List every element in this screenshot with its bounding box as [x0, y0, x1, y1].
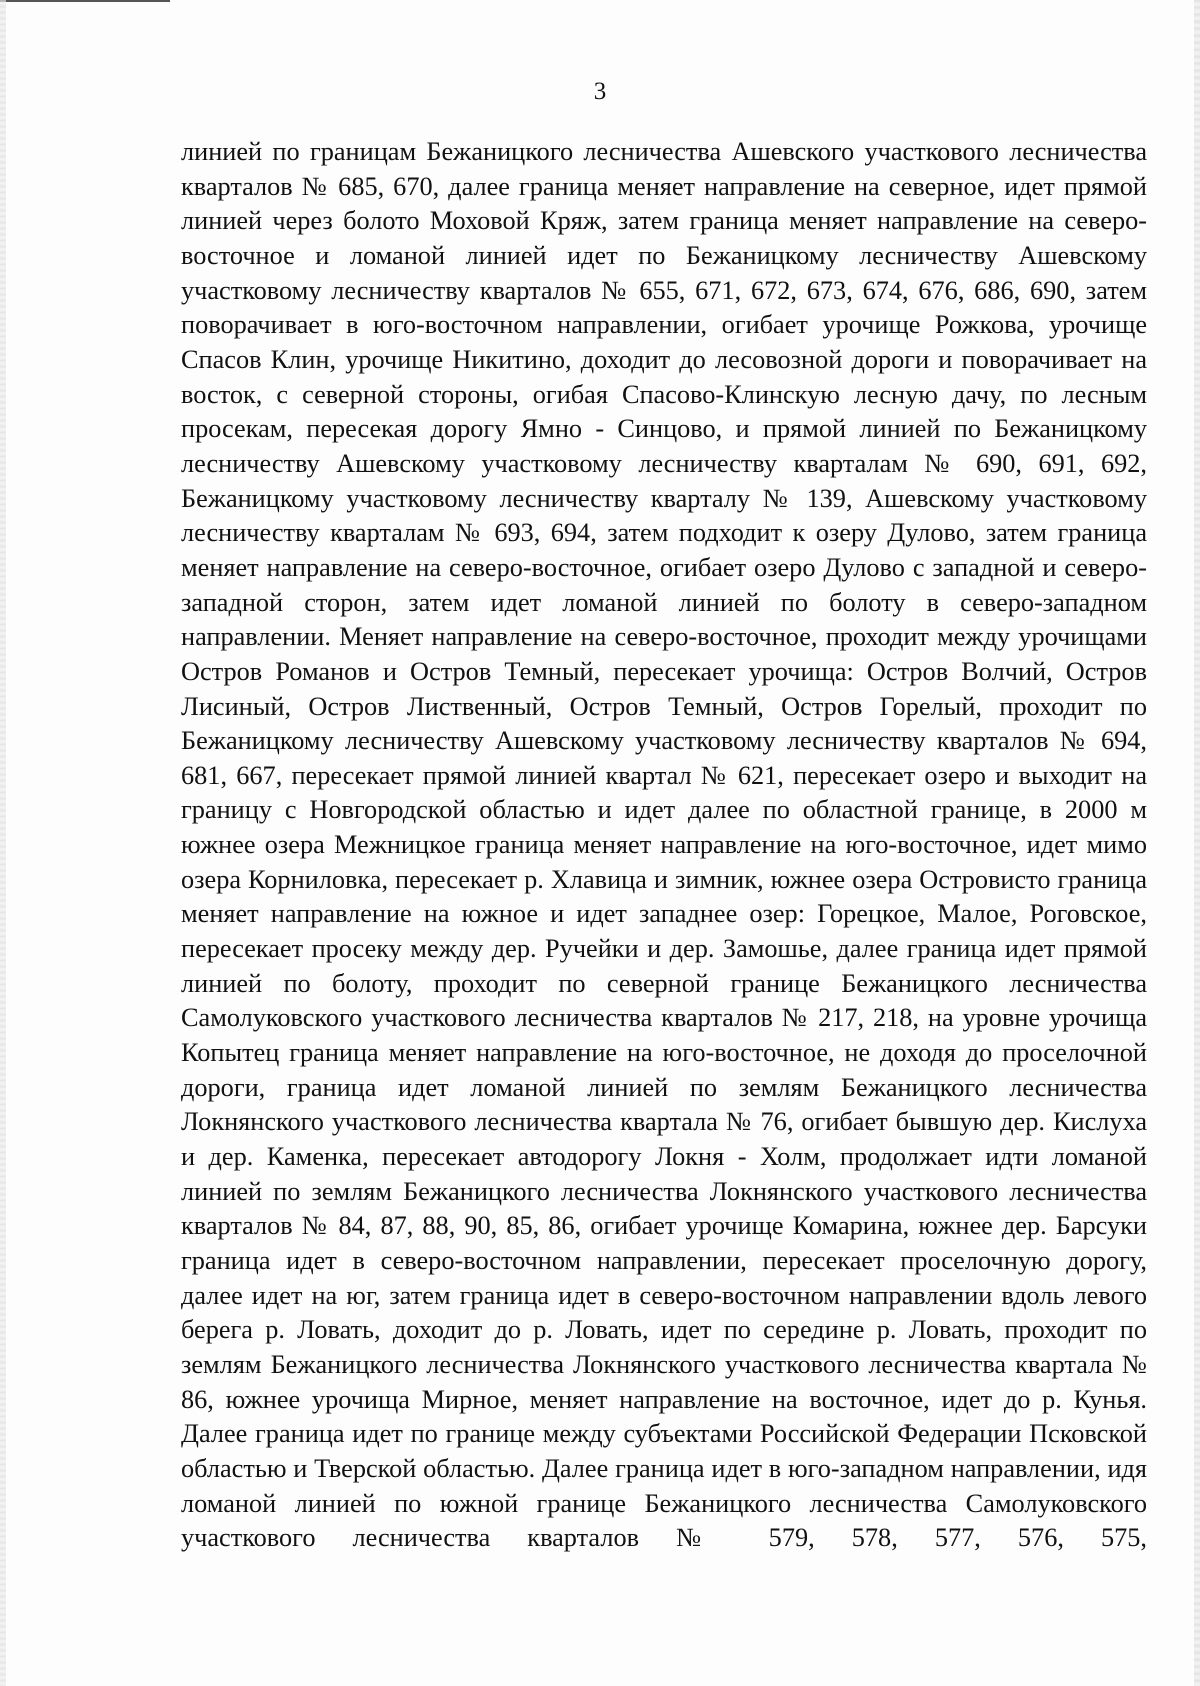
scan-right-edge [1194, 0, 1200, 1686]
page-number: 3 [593, 78, 607, 105]
scan-left-edge [0, 0, 6, 1686]
scan-top-rule [0, 0, 170, 2]
body-paragraph: линией по границам Бежаницкого лесничества Ашевского участкового лесничества кварталов № 685, 670, далее граница меняет направление на северное, идет прямой линией через болото Моховой Кряж, затем граница меняет направление на северо-восточное и ломаной линией идет по Бежаницкому лесничеству Ашевскому участковому лесничеству кварталов № 655, 671, 672, 673, 674, 676, 686, 690, затем поворачивает в юго-восточном направлении, огибает урочище Рожкова, урочище Спасов Клин, урочище Никитино, доходит до лесовозной дороги и поворачивает на восток, с северной стороны, огибая Спасово-Клинскую лесную дачу, по лесным просекам, пересекая дорогу Ямно - Синцово, и прямой линией по Бежаницкому лесничеству Ашевскому участковому лесничеству кварталам № 690, 691, 692, Бежаницкому участковому лесничеству кварталу № 139, Ашевскому участковому лесничеству кварталам № 693, 694, затем подходит к озеру Дулово, затем граница меняет направление на северо-восточное, огибает озеро Дулово с западной и северо-западной сторон, затем идет ломаной линией по болоту в северо-западном направлении. Меняет направление на северо-восточное, проходит между урочищами Остров Романов и Остров Темный, пересекает урочища: Остров Волчий, Остров Лисиный, Остров Лиственный, Остров Темный, Остров Горелый, проходит по Бежаницкому лесничеству Ашевскому участковому лесничеству кварталов № 694, 681, 667, пересекает прямой линией квартал № 621, пересекает озеро и выходит на границу с Новгородской областью и идет далее по областной границе, в 2000 м южнее озера Межницкое граница меняет направление на юго-восточное, идет мимо озера Корниловка, пересекает р. Хлавица и зимник, южнее озера Островисто граница меняет направление на южное и идет западнее озер: Горецкое, Малое, Роговское, пересекает просеку между дер. Ручейки и дер. Замошье, далее граница идет прямой линией по болоту, проходит по северной границе Бежаницкого лесничества Самолуковского участкового лесничества кварталов № 217, 218, на уровне урочища Копытец граница меняет направление на юго-восточное, не доходя до проселочной дороги, граница идет ломаной линией по землям Бежаницкого лесничества Локнянского участкового лесничества квартала № 76, огибает бывшую дер. Кислуха и дер. Каменка, пересекает автодорогу Локня - Холм, продолжает идти ломаной линией по землям Бежаницкого лесничества Локнянского участкового лесничества кварталов № 84, 87, 88, 90, 85, 86, огибает урочище Комарина, южнее дер. Барсуки граница идет в северо-восточном направлении, пересекает проселочную дорогу, далее идет на юг, затем граница идет в северо-восточном направлении вдоль левого берега р. Ловать, доходит до р. Ловать, идет по середине р. Ловать, проходит по землям Бежаницкого лесничества Локнянского участкового лесничества квартала № 86, южнее урочища Мирное, меняет направление на восточное, идет до р. Кунья. Далее граница идет по границе между субъектами Российской Федерации Псковской областью и Тверской областью. Далее граница идет в юго-западном направлении, идя ломаной линией по южной границе Бежаницкого лесничества Самолуковского участкового лесничества кварталов № 579, 578, 577, 576, 575, [181, 137, 1147, 1553]
